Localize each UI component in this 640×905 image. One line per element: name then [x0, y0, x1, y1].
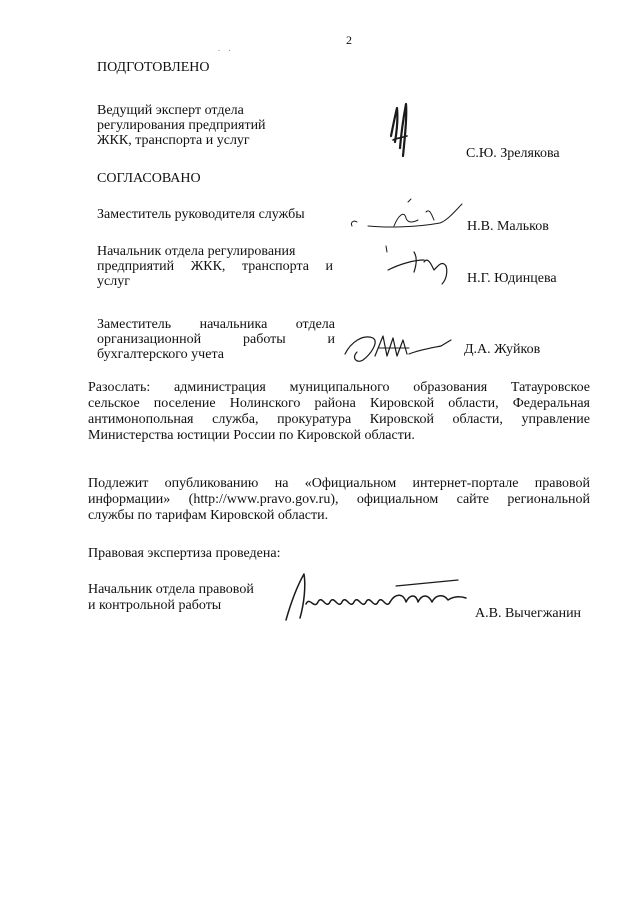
agreed-heading: СОГЛАСОВАНО: [97, 171, 201, 186]
position-line: регулирования предприятий: [97, 118, 266, 133]
position-line: услуг: [97, 274, 130, 289]
position-line: и контрольной работы: [88, 598, 222, 613]
publication-paragraph: [88, 476, 590, 524]
legal-review-statement: Правовая экспертиза проведена:: [88, 546, 281, 561]
position-line: Ведущий эксперт отдела: [97, 103, 244, 118]
signer-name: Н.В. Мальков: [467, 219, 549, 234]
paragraph-line: информации» (http://www.pravo.gov.ru), официальном сайте региональной: [88, 492, 590, 507]
legal-review-name: А.В. Вычегжанин: [475, 606, 582, 621]
legal-review-position: [88, 582, 254, 614]
prepared-heading: ПОДГОТОВЛЕНО: [97, 60, 210, 75]
paragraph-line: антимонопольная служба, прокуратура Кировской области, управление: [88, 412, 590, 427]
paragraph-line: сельское поселение Нолинского района Кировской области, Федеральная: [88, 396, 590, 411]
position-line: Заместитель начальника отдела: [97, 317, 335, 332]
signer-name: Д.А. Жуйков: [464, 342, 541, 357]
position-line: предприятий ЖКК, транспорта и: [97, 259, 333, 274]
paragraph-line: Подлежит опубликованию на «Официальном интернет-портале правовой: [88, 476, 590, 491]
signature-zrelyakova: [385, 96, 419, 168]
position-line: Начальник отдела правовой: [88, 582, 254, 597]
page-number: 2: [346, 33, 352, 47]
position-line: организационной работы и: [97, 332, 335, 347]
scan-marks: . .: [218, 43, 234, 53]
position-line: ЖКК, транспорта и услуг: [97, 133, 250, 148]
prepared-position: [97, 103, 266, 148]
signer-position: [97, 207, 305, 222]
position-line: бухгалтерского учета: [97, 347, 224, 362]
signature-vychegzhanin: [276, 566, 472, 628]
signature-yudintseva: [384, 240, 460, 288]
signer-name: Н.Г. Юдинцева: [467, 271, 557, 286]
position-line: Начальник отдела регулирования: [97, 244, 296, 259]
signer-position: [97, 244, 333, 289]
signer-position: [97, 317, 335, 362]
paragraph-line: Министерства юстиции России по Кировской области.: [88, 428, 415, 443]
signature-zhuikov: [339, 324, 457, 370]
paragraph-line: Разослать: администрация муниципального образования Татауровское: [88, 380, 590, 395]
prepared-name: С.Ю. Зрелякова: [466, 146, 560, 161]
position-line: Заместитель руководителя службы: [97, 207, 305, 222]
distribution-paragraph: [88, 380, 590, 444]
paragraph-line: службы по тарифам Кировской области.: [88, 508, 329, 523]
signature-malkov: [348, 196, 466, 242]
